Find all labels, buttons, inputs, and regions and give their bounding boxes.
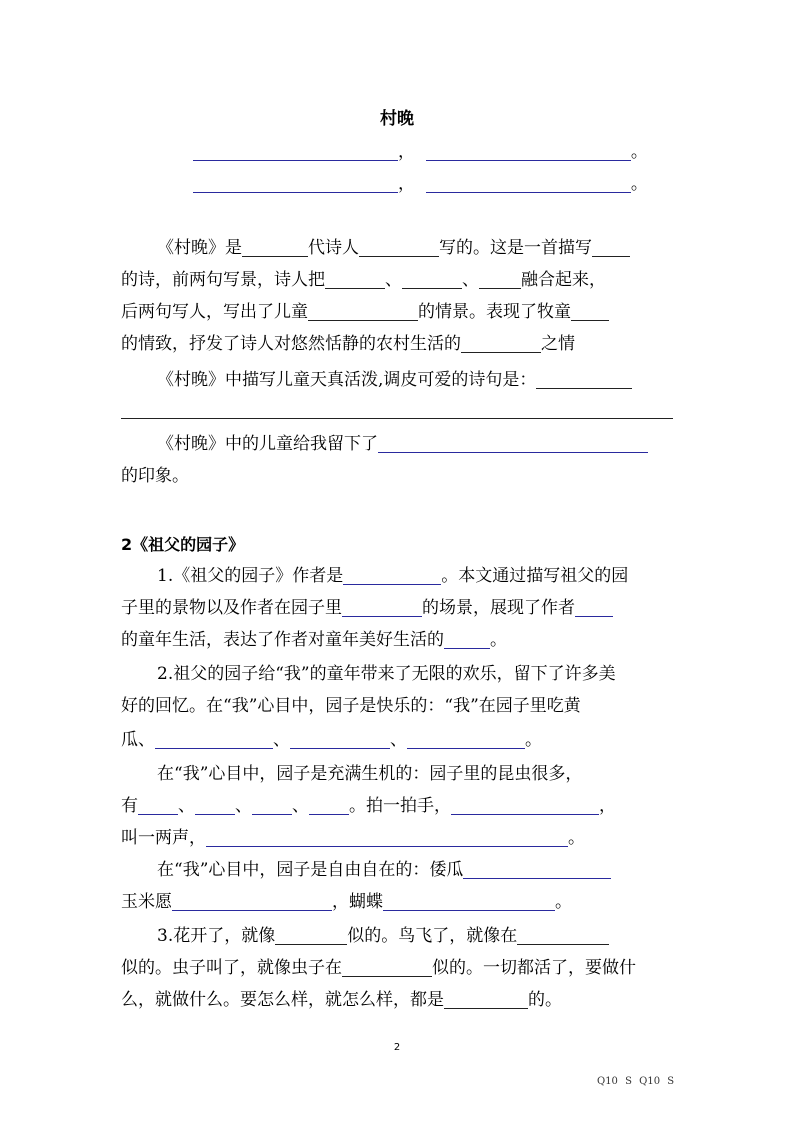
- fill-blank[interactable]: [275, 924, 347, 945]
- fill-blank[interactable]: [138, 794, 178, 815]
- text: 、: [390, 730, 407, 750]
- q2-line-1: [121, 662, 713, 686]
- text: 。: [525, 730, 542, 750]
- q1-line-3: [121, 628, 677, 652]
- text: 《村晚》中描写儿童天真活泼,调皮可爱的诗句是：: [157, 370, 537, 390]
- text: 似的。鸟飞了，就像在: [347, 926, 518, 946]
- text: 代诗人: [308, 238, 359, 258]
- q2-line-7: [121, 858, 713, 882]
- fill-blank[interactable]: [195, 794, 235, 815]
- text: 的情致，抒发了诗人对悠然恬静的农村生活的: [121, 334, 461, 354]
- text: 么，就做什么。要怎么样，就怎么样，都是: [121, 990, 444, 1010]
- punct: ，: [398, 174, 415, 194]
- text: 似的。一切都活了，要做什: [432, 958, 636, 978]
- fill-blank[interactable]: [206, 826, 568, 847]
- text: 的情景。表现了牧童: [418, 302, 571, 322]
- text: 。拍一拍手，: [349, 796, 451, 816]
- text: 的。: [528, 990, 562, 1010]
- text: 2.祖父的园子给“我”的童年带来了无限的欢乐，留下了许多美: [157, 664, 616, 684]
- poem-line-1: [193, 140, 648, 164]
- fill-blank[interactable]: [343, 564, 441, 585]
- text: 的童年生活，表达了作者对童年美好生活的: [121, 630, 444, 650]
- punct: 。: [630, 174, 648, 194]
- q2-line-6: [121, 826, 677, 850]
- q3-line-3: [121, 988, 677, 1012]
- poem-blank[interactable]: [426, 172, 631, 193]
- fill-blank[interactable]: [378, 432, 648, 453]
- text: 。: [490, 630, 507, 650]
- p2-line-1: [121, 368, 713, 392]
- text: 、: [273, 730, 290, 750]
- fill-blank[interactable]: [592, 236, 630, 257]
- q2-line-8: [121, 890, 677, 914]
- fill-blank[interactable]: [536, 368, 632, 389]
- fill-blank[interactable]: [402, 268, 462, 289]
- p1-line-4: [121, 332, 677, 356]
- fill-blank[interactable]: [517, 924, 609, 945]
- text: 的场景，展现了作者: [422, 598, 575, 618]
- poem-blank[interactable]: [193, 172, 398, 193]
- fill-blank[interactable]: [309, 794, 349, 815]
- q2-line-3: [121, 728, 677, 752]
- p1-line-1: [121, 236, 713, 260]
- text: 玉米愿: [121, 892, 172, 912]
- fill-blank[interactable]: [155, 728, 273, 749]
- text: ，蝴蝶: [332, 892, 383, 912]
- text: 叫一两声，: [121, 828, 206, 848]
- text: 子里的景物以及作者在园子里: [121, 598, 342, 618]
- fill-blank[interactable]: [359, 236, 439, 257]
- p1-line-3: [121, 300, 677, 324]
- text: 瓜、: [121, 730, 155, 750]
- fill-blank[interactable]: [172, 890, 332, 911]
- p1-line-2: [121, 268, 677, 292]
- text: 3.花开了，就像: [157, 926, 276, 946]
- p3-line-2: [121, 464, 677, 488]
- text: 、: [178, 796, 195, 816]
- fill-blank[interactable]: [451, 794, 599, 815]
- fill-blank[interactable]: [444, 988, 528, 1009]
- text: 。: [568, 828, 585, 848]
- fill-blank[interactable]: [444, 628, 490, 649]
- text: 、: [462, 270, 479, 290]
- text: 好的回忆。在“我”心目中，园子是快乐的：“我”在园子里吃黄: [121, 696, 581, 716]
- text: 的印象。: [121, 466, 189, 486]
- text: 之情: [541, 334, 575, 354]
- text: 、: [385, 270, 402, 290]
- text: ，: [599, 796, 616, 816]
- text: 《村晚》中的儿童给我留下了: [157, 434, 378, 454]
- fill-blank[interactable]: [325, 268, 385, 289]
- answer-line[interactable]: [121, 418, 673, 419]
- q1-line-1: [121, 564, 713, 588]
- q1-line-2: [121, 596, 677, 620]
- fill-blank[interactable]: [252, 794, 292, 815]
- text: 的诗，前两句写景，诗人把: [121, 270, 325, 290]
- text: 、: [235, 796, 252, 816]
- text: 融合起来，: [521, 270, 606, 290]
- text: 。本文通过描写祖父的园: [441, 566, 629, 586]
- footer-text: Q10 S Q10 S: [597, 1076, 675, 1087]
- fill-blank[interactable]: [342, 956, 432, 977]
- text: 写的。这是一首描写: [439, 238, 592, 258]
- section-heading: 2《祖父的园子》: [121, 535, 245, 554]
- text: 。: [555, 892, 572, 912]
- text: 在“我”心目中，园子是充满生机的：园子里的昆虫很多，: [157, 764, 583, 784]
- fill-blank[interactable]: [479, 268, 521, 289]
- q2-line-4: [121, 762, 713, 786]
- page-number: 2: [393, 1042, 401, 1053]
- text: 《村晚》是: [157, 238, 242, 258]
- q2-line-5: [121, 794, 677, 818]
- text: 后两句写人，写出了儿童: [121, 302, 308, 322]
- fill-blank[interactable]: [290, 728, 390, 749]
- punct: 。: [630, 142, 648, 162]
- fill-blank[interactable]: [571, 300, 609, 321]
- fill-blank[interactable]: [308, 300, 418, 321]
- q3-line-2: [121, 956, 677, 980]
- page-title: 村晚: [380, 109, 414, 129]
- poem-blank[interactable]: [426, 140, 631, 161]
- p3-line-1: [121, 432, 713, 456]
- fill-blank[interactable]: [383, 890, 555, 911]
- poem-line-2: [193, 172, 648, 196]
- fill-blank[interactable]: [461, 332, 541, 353]
- text: 有: [121, 796, 138, 816]
- fill-blank[interactable]: [575, 596, 613, 617]
- fill-blank[interactable]: [342, 596, 422, 617]
- punct: ，: [398, 142, 415, 162]
- q3-line-1: [121, 924, 713, 948]
- text: 在“我”心目中，园子是自由自在的：倭瓜: [157, 860, 464, 880]
- text: 似的。虫子叫了，就像虫子在: [121, 958, 342, 978]
- text: 、: [292, 796, 309, 816]
- fill-blank[interactable]: [407, 728, 525, 749]
- text: 1.《祖父的园子》作者是: [157, 566, 344, 586]
- q2-line-2: [121, 694, 677, 718]
- fill-blank[interactable]: [242, 236, 308, 257]
- fill-blank[interactable]: [463, 858, 611, 879]
- poem-blank[interactable]: [193, 140, 398, 161]
